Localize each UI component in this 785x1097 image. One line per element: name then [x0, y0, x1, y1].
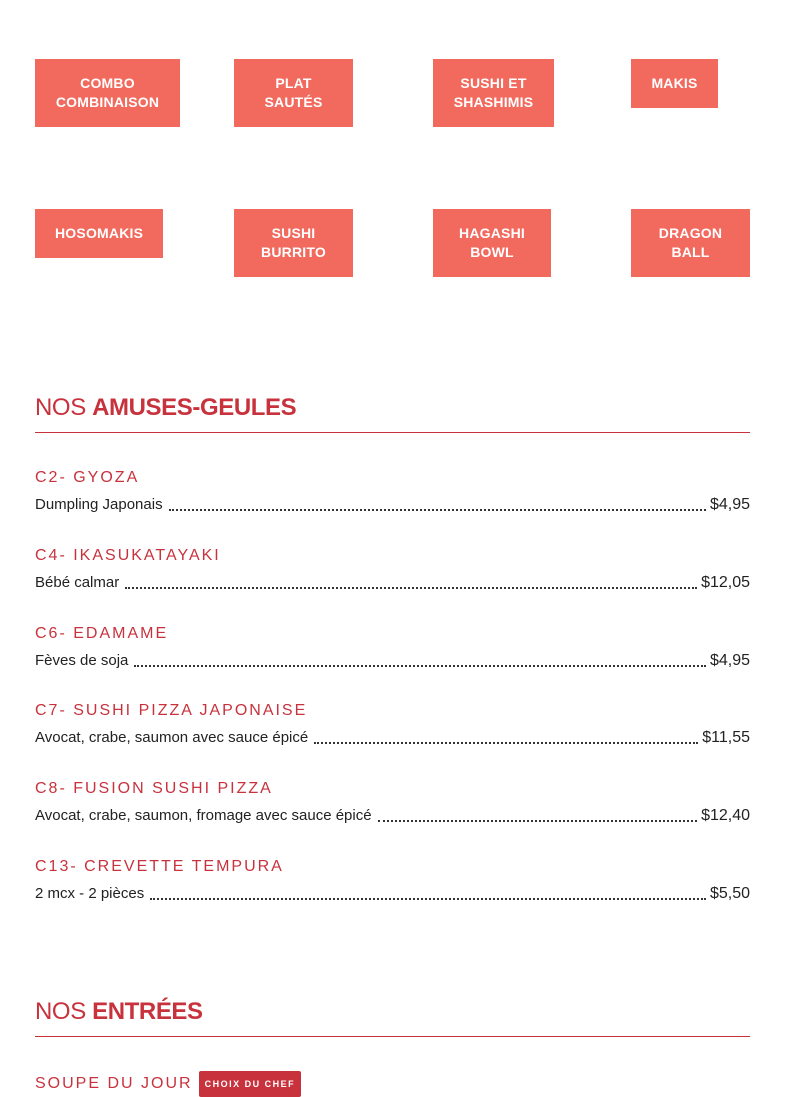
menu-item-description: Fèves de soja	[35, 652, 129, 669]
category-label-line1: DRAGON	[658, 225, 723, 241]
section-title-main: AMUSES-GEULES	[92, 394, 297, 421]
category-label-line1: SUSHI ET	[460, 75, 527, 91]
menu-item-name: C4- IKASUKATAYAKI	[35, 547, 221, 564]
chef-choice-badge: CHOIX DU CHEF	[199, 1071, 302, 1097]
category-button-hagashi-bowl[interactable]	[433, 209, 551, 277]
menu-item	[35, 701, 750, 747]
menu-item-description: Bébé calmar	[35, 574, 120, 591]
category-button-sushi-shashimis[interactable]	[433, 59, 554, 127]
dot-leader	[314, 741, 698, 744]
section-title-prefix: NOS	[35, 998, 86, 1025]
category-label-line1: SUSHI	[271, 225, 316, 241]
menu-item-description: Dumpling Japonais	[35, 496, 163, 513]
category-label-line1: HOSOMAKIS	[55, 225, 144, 241]
category-label-line1: COMBO	[80, 75, 135, 91]
section-title-prefix: NOS	[35, 394, 86, 421]
category-label-line2: SAUTÉS	[264, 94, 323, 110]
category-button-sushi-burrito[interactable]	[234, 209, 353, 277]
category-label-line1: PLAT	[275, 75, 312, 91]
category-button-combo[interactable]	[35, 59, 180, 127]
menu-item	[35, 624, 750, 670]
dot-leader	[150, 897, 706, 900]
dot-leader	[378, 819, 697, 822]
category-label-line2: SHASHIMIS	[453, 94, 534, 110]
category-label-line1: MAKIS	[651, 75, 698, 91]
category-label-line2: BALL	[671, 244, 710, 260]
category-label-line1: HAGASHI	[459, 225, 525, 241]
menu-item-name: C2- GYOZA	[35, 469, 140, 486]
category-label-line2: COMBINAISON	[55, 94, 160, 110]
menu-item	[35, 857, 750, 903]
menu-item	[35, 468, 750, 514]
dot-leader	[169, 508, 706, 511]
menu-item	[35, 1071, 750, 1091]
menu-item-description: 2 mcx - 2 pièces	[35, 885, 145, 902]
menu-item-price: $11,55	[702, 729, 750, 746]
section-title-amuses-geules	[35, 393, 750, 433]
menu-item-name: C8- FUSION SUSHI PIZZA	[35, 780, 273, 797]
menu-item-price: $4,95	[709, 652, 750, 669]
menu-item-name	[35, 1071, 750, 1091]
menu-item-name: C7- SUSHI PIZZA JAPONAISE	[35, 702, 308, 719]
menu-item-name: C6- EDAMAME	[35, 625, 169, 642]
section-title-main: ENTRÉES	[92, 998, 203, 1025]
category-button-dragon-ball[interactable]	[631, 209, 750, 277]
menu-item-name: C13- CREVETTE TEMPURA	[35, 858, 284, 875]
menu-item-description: Avocat, crabe, saumon, fromage avec sauce épicé	[35, 807, 372, 824]
menu-item	[35, 546, 750, 592]
category-button-plat-sautes[interactable]	[234, 59, 353, 127]
dot-leader	[134, 664, 706, 667]
section-title-entrees	[35, 997, 750, 1037]
menu-item	[35, 779, 750, 825]
menu-item-price: $4,95	[709, 496, 750, 513]
menu-item-description: Avocat, crabe, saumon avec sauce épicé	[35, 729, 309, 746]
menu-item-price: $5,50	[709, 885, 750, 902]
category-label-line2: BURRITO	[261, 244, 326, 260]
menu-item-name-text: SOUPE DU JOUR	[35, 1075, 193, 1093]
category-label-line2: BOWL	[470, 244, 514, 260]
menu-item-price: $12,05	[701, 574, 750, 591]
category-button-makis[interactable]	[631, 59, 718, 108]
menu-item-price: $12,40	[701, 807, 750, 824]
category-button-hosomakis[interactable]	[35, 209, 163, 258]
dot-leader	[125, 586, 697, 589]
